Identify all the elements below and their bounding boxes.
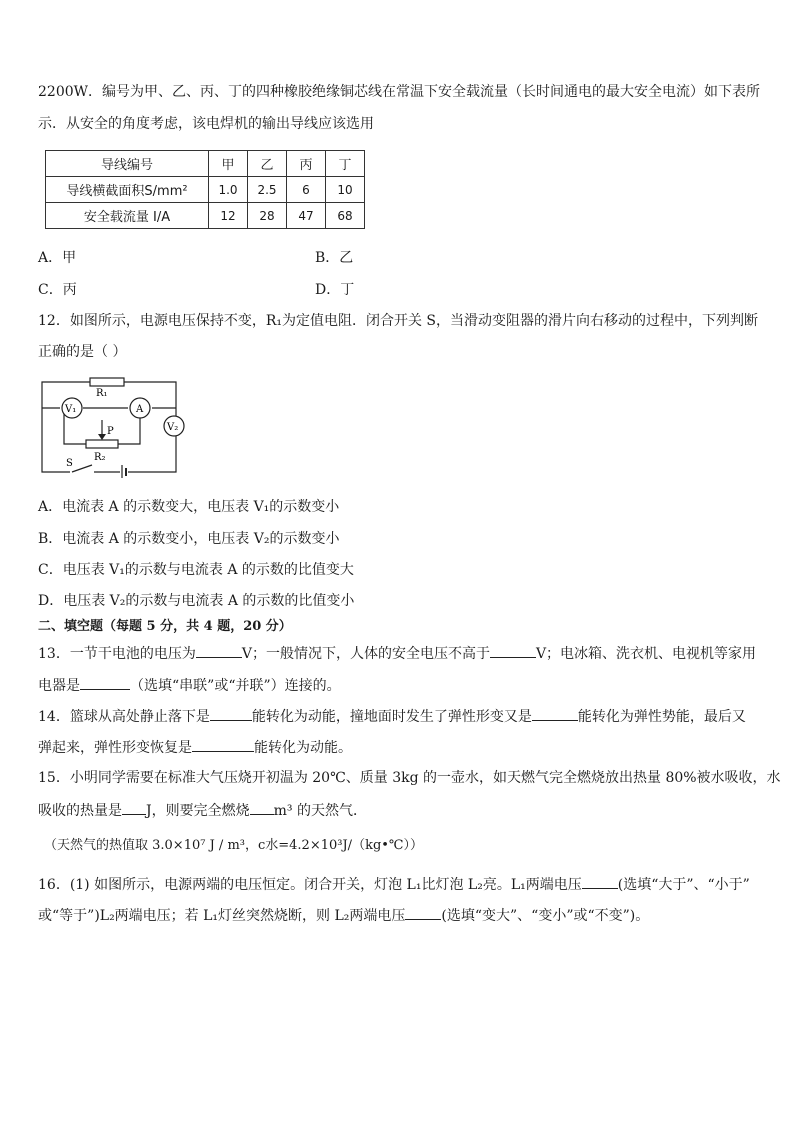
q14-line-1	[38, 706, 746, 727]
answer-blank[interactable]	[532, 706, 578, 721]
ammeter-label: A	[136, 404, 144, 415]
answer-blank[interactable]	[192, 737, 254, 752]
q15-line-1: 15．小明同学需要在标准大气压烧开初温为 20℃、质量 3kg 的一壶水，如天燃气完全燃烧放出热量 80%被水吸收，水	[38, 770, 781, 786]
table-cell: 导线横截面积S/mm²	[46, 177, 209, 203]
answer-blank[interactable]	[405, 905, 441, 920]
answer-blank[interactable]	[490, 643, 536, 658]
table-cell: 丙	[287, 151, 326, 177]
switch-label: S	[66, 458, 73, 469]
table-cell: 12	[209, 203, 248, 229]
q13-line-1	[38, 643, 756, 664]
table-cell: 28	[248, 203, 287, 229]
q14-text: 14．篮球从高处静止落下是	[38, 709, 210, 725]
answer-blank[interactable]	[196, 643, 242, 658]
r2-rheostat	[86, 440, 118, 448]
table-cell: 6	[287, 177, 326, 203]
answer-blank[interactable]	[122, 800, 146, 815]
q12-option-d: D．电压表 V₂的示数与电流表 A 的示数的比值变小	[38, 593, 355, 609]
q13-text: 电器是	[38, 678, 80, 694]
slider-arrow-icon	[98, 434, 106, 440]
section-heading: 二、填空题（每题 5 分，共 4 题，20 分）	[38, 619, 292, 634]
circuit-diagram	[36, 374, 186, 478]
v2-label: V₂	[167, 422, 179, 433]
answer-blank[interactable]	[582, 874, 618, 889]
q11-option-c: C．丙	[38, 282, 77, 298]
table-cell: 甲	[209, 151, 248, 177]
q14-text: 能转化为弹性势能，最后又	[577, 709, 746, 725]
table-cell: 导线编号	[46, 151, 209, 177]
q16-text: (选填“变大”、“变小”或“不变”)。	[441, 908, 650, 924]
q15-text: 吸收的热量是	[38, 803, 122, 819]
answer-blank[interactable]	[210, 706, 252, 721]
q14-text: 弹起来，弹性形变恢复是	[38, 740, 192, 756]
table-cell: 10	[326, 177, 365, 203]
q11-option-b: B．乙	[315, 250, 354, 266]
table-cell: 68	[326, 203, 365, 229]
v1-label: V₁	[65, 404, 77, 415]
q14-text: 能转化为动能，撞地面时发生了弹性形变又是	[251, 709, 532, 725]
answer-blank[interactable]	[80, 675, 130, 690]
table-row	[46, 177, 365, 203]
r1-label: R₁	[96, 388, 108, 399]
q16-text: 或“等于”)L₂两端电压；若 L₁灯丝突然烧断，则 L₂两端电压	[38, 908, 406, 924]
q15-text: J，则要完全燃烧	[146, 803, 250, 819]
table-cell: 安全载流量 I/A	[46, 203, 209, 229]
table-cell: 1.0	[209, 177, 248, 203]
q15-text: m³ 的天然气．	[273, 803, 367, 819]
q13-line-2	[38, 675, 341, 696]
q12-line-1: 12．如图所示，电源电压保持不变，R₁为定值电阻．闭合开关 S，当滑动变阻器的滑片向右移动的过程中，下列判断	[38, 313, 759, 329]
q13-text: （选填“串联”或“并联”）连接的。	[130, 678, 341, 694]
table-cell: 47	[287, 203, 326, 229]
q12-option-b: B．电流表 A 的示数变小，电压表 V₂的示数变小	[38, 531, 340, 547]
q12-option-a: A．电流表 A 的示数变大，电压表 V₁的示数变小	[38, 499, 340, 515]
q16-text: 16．(1) 如图所示，电源两端的电压恒定。闭合开关，灯泡 L₁比灯泡 L₂亮。L₁两端电压	[38, 877, 582, 893]
r2-label: R₂	[94, 452, 106, 463]
answer-blank[interactable]	[250, 800, 274, 815]
table-cell: 2.5	[248, 177, 287, 203]
q12-option-c: C．电压表 V₁的示数与电流表 A 的示数的比值变大	[38, 562, 354, 578]
slider-label: P	[107, 426, 114, 437]
q11-option-a: A．甲	[38, 250, 77, 266]
q14-line-2	[38, 737, 352, 758]
r1-resistor	[90, 378, 124, 386]
q11-option-d: D．丁	[315, 282, 355, 298]
q11-line-1: 2200W．编号为甲、乙、丙、丁的四种橡胶绝缘铜芯线在常温下安全载流量（长时间通电的最大安全电流）如下表所	[38, 84, 761, 100]
q13-text: V；一般情况下，人体的安全电压不高于	[241, 646, 490, 662]
table-row	[46, 151, 365, 177]
q12-line-2: 正确的是（ ）	[38, 344, 127, 360]
table-cell: 丁	[326, 151, 365, 177]
q13-text: 13．一节干电池的电压为	[38, 646, 196, 662]
q13-text: V；电冰箱、洗衣机、电视机等家用	[535, 646, 757, 662]
wire-table	[45, 150, 365, 229]
q14-text: 能转化为动能。	[254, 740, 352, 756]
q15-note: （天然气的热值取 3.0×10⁷ J / m³，c水=4.2×10³J/（kg•℃））	[44, 838, 423, 853]
table-row	[46, 203, 365, 229]
table-cell: 乙	[248, 151, 287, 177]
q15-line-2	[38, 800, 367, 821]
q16-line-1	[38, 874, 750, 895]
q11-line-2: 示．从安全的角度考虑，该电焊机的输出导线应该选用	[38, 116, 374, 132]
q16-line-2	[38, 905, 649, 926]
q16-text: (选填“大于”、“小于”	[617, 877, 750, 893]
